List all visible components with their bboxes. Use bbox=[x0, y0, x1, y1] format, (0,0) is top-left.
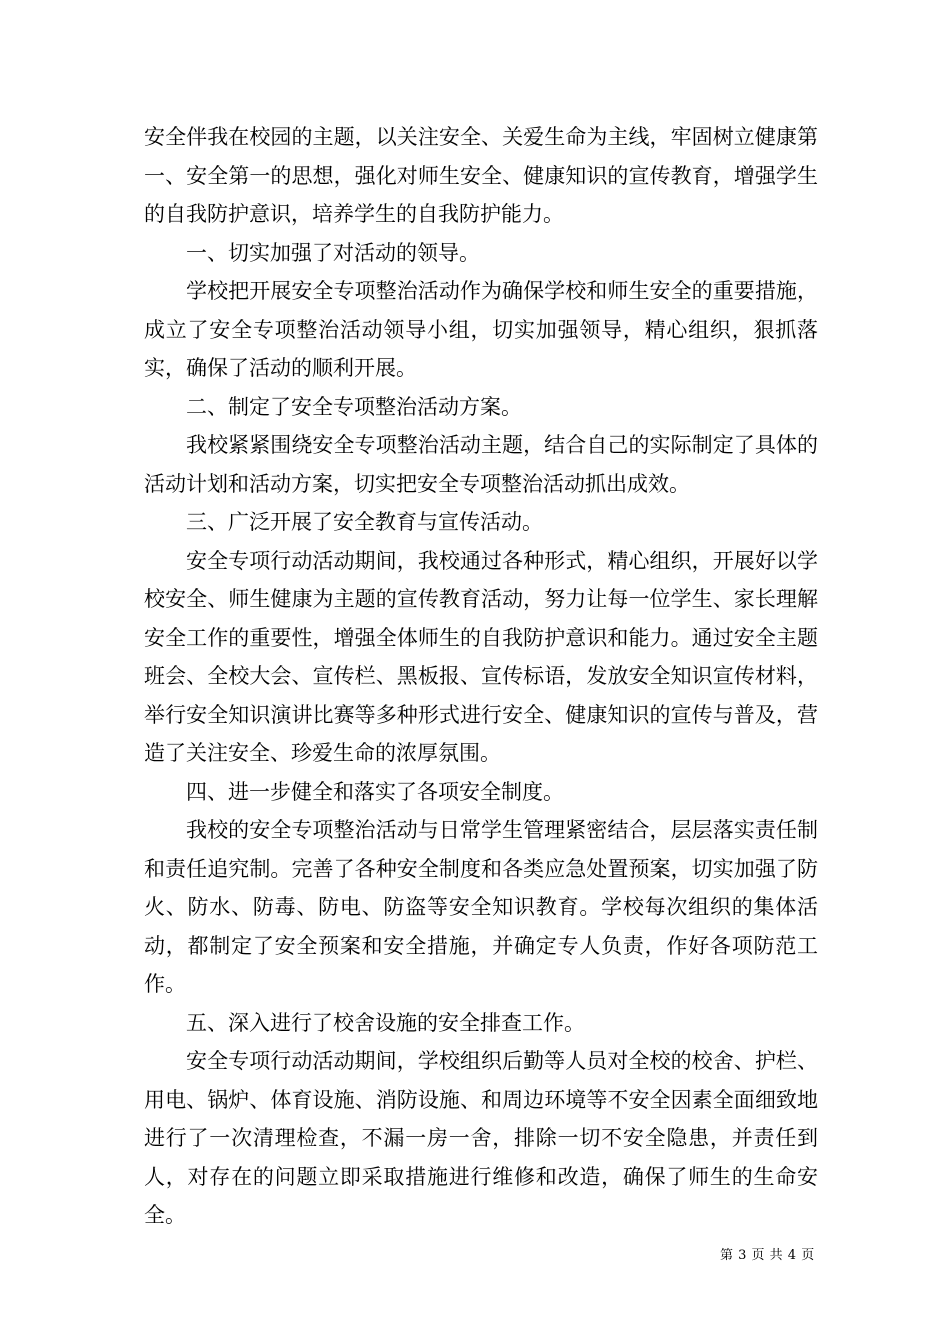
section-heading-4: 四、进一步健全和落实了各项安全制度。 bbox=[186, 779, 564, 804]
section-heading-5: 五、深入进行了校舍设施的安全排查工作。 bbox=[186, 1010, 585, 1035]
paragraph-intro-continuation: 安全伴我在校园的主题，以关注安全、关爱生命为主线，牢固树立健康第一、安全第一的思想，强化对师生安全、健康知识的宣传教育，增强学生的自我防护意识，培养学生的自我防护能力。 bbox=[144, 125, 818, 226]
section-heading-3: 三、广泛开展了安全教育与宣传活动。 bbox=[186, 510, 543, 534]
paragraph-section-2: 我校紧紧围绕安全专项整治活动主题，结合自己的实际制定了具体的活动计划和活动方案，切实把安全专项整治活动抓出成效。 bbox=[144, 433, 818, 496]
paragraph-section-5: 安全专项行动活动期间，学校组织后勤等人员对全校的校舍、护栏、用电、锅炉、体育设施、消防设施、和周边环境等不安全因素全面细致地进行了一次清理检查，不漏一房一舍，排除一切不安全隐患，并责任到人，对存在的问题立即采取措施进行维修和改造，确保了师生的生命安全。 bbox=[144, 1049, 818, 1227]
page-number-footer: 第 3 页 共 4 页 bbox=[720, 1248, 815, 1263]
section-heading-2: 二、制定了安全专项整治活动方案。 bbox=[186, 394, 522, 419]
paragraph-section-1: 学校把开展安全专项整治活动作为确保学校和师生安全的重要措施，成立了安全专项整治活动领导小组，切实加强领导，精心组织，狠抓落实，确保了活动的顺利开展。 bbox=[144, 279, 818, 380]
paragraph-section-4: 我校的安全专项整治活动与日常学生管理紧密结合，层层落实责任制和责任追究制。完善了各种安全制度和各类应急处置预案，切实加强了防火、防水、防毒、防电、防盗等安全知识教育。学校每次组织的集体活动，都制定了安全预案和安全措施，并确定专人负责，作好各项防范工作。 bbox=[144, 818, 818, 996]
paragraph-section-3: 安全专项行动活动期间，我校通过各种形式，精心组织，开展好以学校安全、师生健康为主题的宣传教育活动，努力让每一位学生、家长理解安全工作的重要性，增强全体师生的自我防护意识和能力。通过安全主题班会、全校大会、宣传栏、黑板报、宣传标语，发放安全知识宣传材料，举行安全知识演讲比赛等多种形式进行安全、健康知识的宣传与普及，营造了关注安全、珍爱生命的浓厚氛围。 bbox=[144, 548, 818, 765]
section-heading-1: 一、切实加强了对活动的领导。 bbox=[186, 240, 480, 265]
document-body bbox=[144, 118, 818, 1235]
